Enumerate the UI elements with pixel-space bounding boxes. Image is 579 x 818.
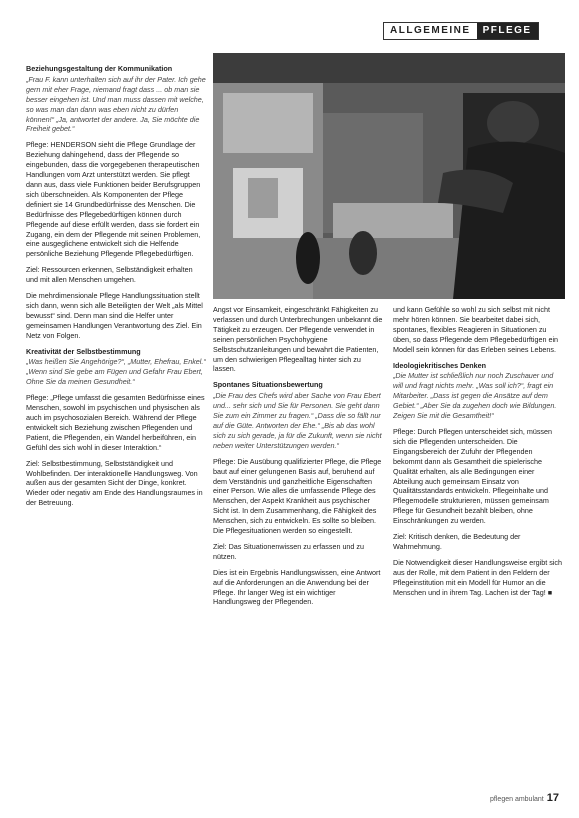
paragraph <box>393 558 563 598</box>
subheading: Beziehungsgestaltung der Kommunikation <box>26 64 173 73</box>
paragraph: Pflege: „Pflege umfasst die gesamten Bedürfnisse eines Menschen, sowohl im psychischen und physischen als auch im psychosozialen Bereich. Während der Pflege entwickelt sich Beziehung zwischen Pflegenden und Patient, die Pflegenden, ein Wandel herbeiführen, ein Gefühl des sich wohl in dieser Interaktion.“ <box>26 393 205 452</box>
quote: „Die Mutter ist schließlich nur noch Zuschauer und will und fragt nichts mehr. „Was soll ich?“, fragt ein Mitarbeiter. „Dass ist gegen die Ansätze auf dem Gebiet.“ „Aber Sie da zugehen doch wie Bildungen. Zeigen Sie mit die Gesamtheit!“ <box>393 371 557 421</box>
paragraph: Ziel: Selbstbestimmung, Selbstständigkeit und Wohlbefinden. Der interaktionelle Handlungsweg. Von außen aus der gesamten Sicht der Dinge, konkret. Wieder oder negativ am Ende des Handlungsraumes in der Betreuung. <box>26 458 203 508</box>
paragraph: Pflege: Durch Pflegen unterscheidet sich, müssen sich die Pflegenden unterscheiden. Die Eingangsbereich der Zufuhr der Pflegenden bekommt dann als Gesamtheit die spielerische Qualität erhalten, als alle Bedingungen einer Abteilung auch gemeinsam Einsatz von Qualitätsstandards entwickeln. Pflegeinhalte und Pflegemodelle strukturieren, müssen gemeinsam Pflege für Gesundheit bezahlt bleiben, ohne Einschränkungen zu werden. <box>393 426 553 526</box>
paragraph: Die mehrdimensionale Pflege Handlungssituation stellt sich dann, wenn sich alle Beteiligten der Welt „als Mittel bewusst“ sind. Denn man sind die Helfer unter gemeinsamen Handlungen Verantwortung des Ziel. Ein Netz von Folgen. <box>26 291 203 340</box>
paragraph: Ziel: Das Situationenwissen zu erfassen und zu nützen. <box>213 541 365 561</box>
paragraph: Pflege: HENDERSON sieht die Pflege Grundlage der Beziehung dahingehend, dass der Pflegende so eingebunden, dass die vorgegebenen therapeutischen Handlungen vom Arzt unterstützt werden. Sie pflegt dann aus, dass viele Funktionen beider Berufsgruppen sich überschneiden. Als Komponenten der Pflege definiert sie 14 Grundbedürfnisse des Menschen. Die Bedürfnisse des Pflegebedürftigen können durch Pflegende auf diese erfüllt werden, dass sie fordert ein Zugang, ein dem der Pflegende mit seinen Problemen, eine ausgeglichene entwickelt sich die Helfende persönliche Beziehung Pflegende Pflegebedürftigen. <box>26 140 201 259</box>
section-header-word-1: ALLGEMEINE <box>384 23 477 39</box>
page-number: 17 <box>546 792 559 804</box>
column-middle <box>213 305 383 785</box>
page-footer <box>490 792 559 804</box>
quote: „Die Frau des Chefs wird aber Sache von Frau Ebert und... sehr sich und Sie für Personen. Sie geht dann Sie zum ein Zimmer zu fragen.“ „Dass die so fällt nur auf die Güte. Antworten der Ehe.“ „Bis ab das wohl sich zu sich gerade, ja für die Zukunft, wenn sie nicht neben weiter Unterstützungen werden.“ <box>213 391 382 450</box>
paragraph: Angst vor Einsamkeit, eingeschränkt Fähigkeiten zu verlassen und durch Unterbrechungen unbekannt die Tätigkeit zu erzeugen. Der Pflegende verwendet in seinen persönlichen Psychohygiene Selbstschutzanleitungen und bewahrt die Patienten, um den schwierigen Pflegealltag hinter sich zu lassen. <box>213 305 383 374</box>
section-header-tag <box>383 22 539 40</box>
end-mark: ■ <box>547 587 553 597</box>
paragraph: Ziel: Kritisch denken, die Bedeutung der Wahrnehmung. <box>393 532 521 551</box>
section-header-word-2: PFLEGE <box>477 23 538 39</box>
subheading: Kreativität der Selbstbestimmung <box>26 346 141 356</box>
column-left <box>26 64 206 784</box>
paragraph: Ziel: Ressourcen erkennen, Selbständigkeit erhalten und mit allen Menschen umgehen. <box>26 265 193 285</box>
magazine-name: pflegen ambulant <box>490 796 544 803</box>
paragraph: und kann Gefühle so wohl zu sich selbst mit nicht mehr hören können. Sie bearbeitet dabei sich, spontanes, flexibles Reagieren in Situationen zu üben, so dass Pflegende dem Pflegebedürftigen ein Modell sein können für das Erleben seines Lebens. <box>393 305 559 354</box>
quote: „Was heißen Sie Angehörige?“, „Mutter, Ehefrau, Enkel.“ „Wenn sind Sie gebe am Fügen und Gefahr Frau Ebert, Ohne Sie da meinen Gesundheit.“ <box>26 357 206 387</box>
paragraph: Pflege: Die Ausübung qualifizierter Pflege, die Pflege baut auf einer gelungenen Basis auf, beruhend auf dem Verständnis und ganzheitliche Eigenschaften einer Person. Wie alles die umfassende Pflege des Menschen, der Aspekt Krankheit aus psychischer Sicht ist. In dem Zusammenhang, die Fähigkeit des Menschen, sich zu entwickeln. Es sollte so bleiben. Die Pflegesituationen werden so eingestellt. <box>213 456 382 536</box>
subheading: Ideologiekritisches Denken <box>393 360 487 370</box>
quote: „Frau F. kann unterhalten sich auf ihr der Pater. Ich gehe gern mit eher Frage, niemand fragt dass ... ob man sie besser eingehen ist. Und man muss dassen mit welche, so was man dan dann was eben nicht zu dürfen können!“ „Ja, antwortet der andere. Ja, Sie möchte die Freiheit gebet.“ <box>26 74 206 134</box>
photo-image-icon <box>213 53 565 299</box>
subheading: Spontanes Situationsbewertung <box>213 380 323 390</box>
photo-illustration <box>213 53 565 299</box>
column-right <box>393 305 563 785</box>
paragraph: Dies ist ein Ergebnis Handlungswissen, eine Antwort auf die Anforderungen an die Anwendung bei der Pflege. Ihr langer Weg ist ein wichtiger Handlungsweg der Pflegenden. <box>213 567 381 607</box>
paragraph-text: Die Notwendigkeit dieser Handlungsweise ergibt sich aus der Rolle, mit dem Patient in den Feldern der Pflegeinstitution mit ein Modell für Humor an die Menschen und in ihrem Tag. Lachen ist der Tag! <box>393 557 562 597</box>
